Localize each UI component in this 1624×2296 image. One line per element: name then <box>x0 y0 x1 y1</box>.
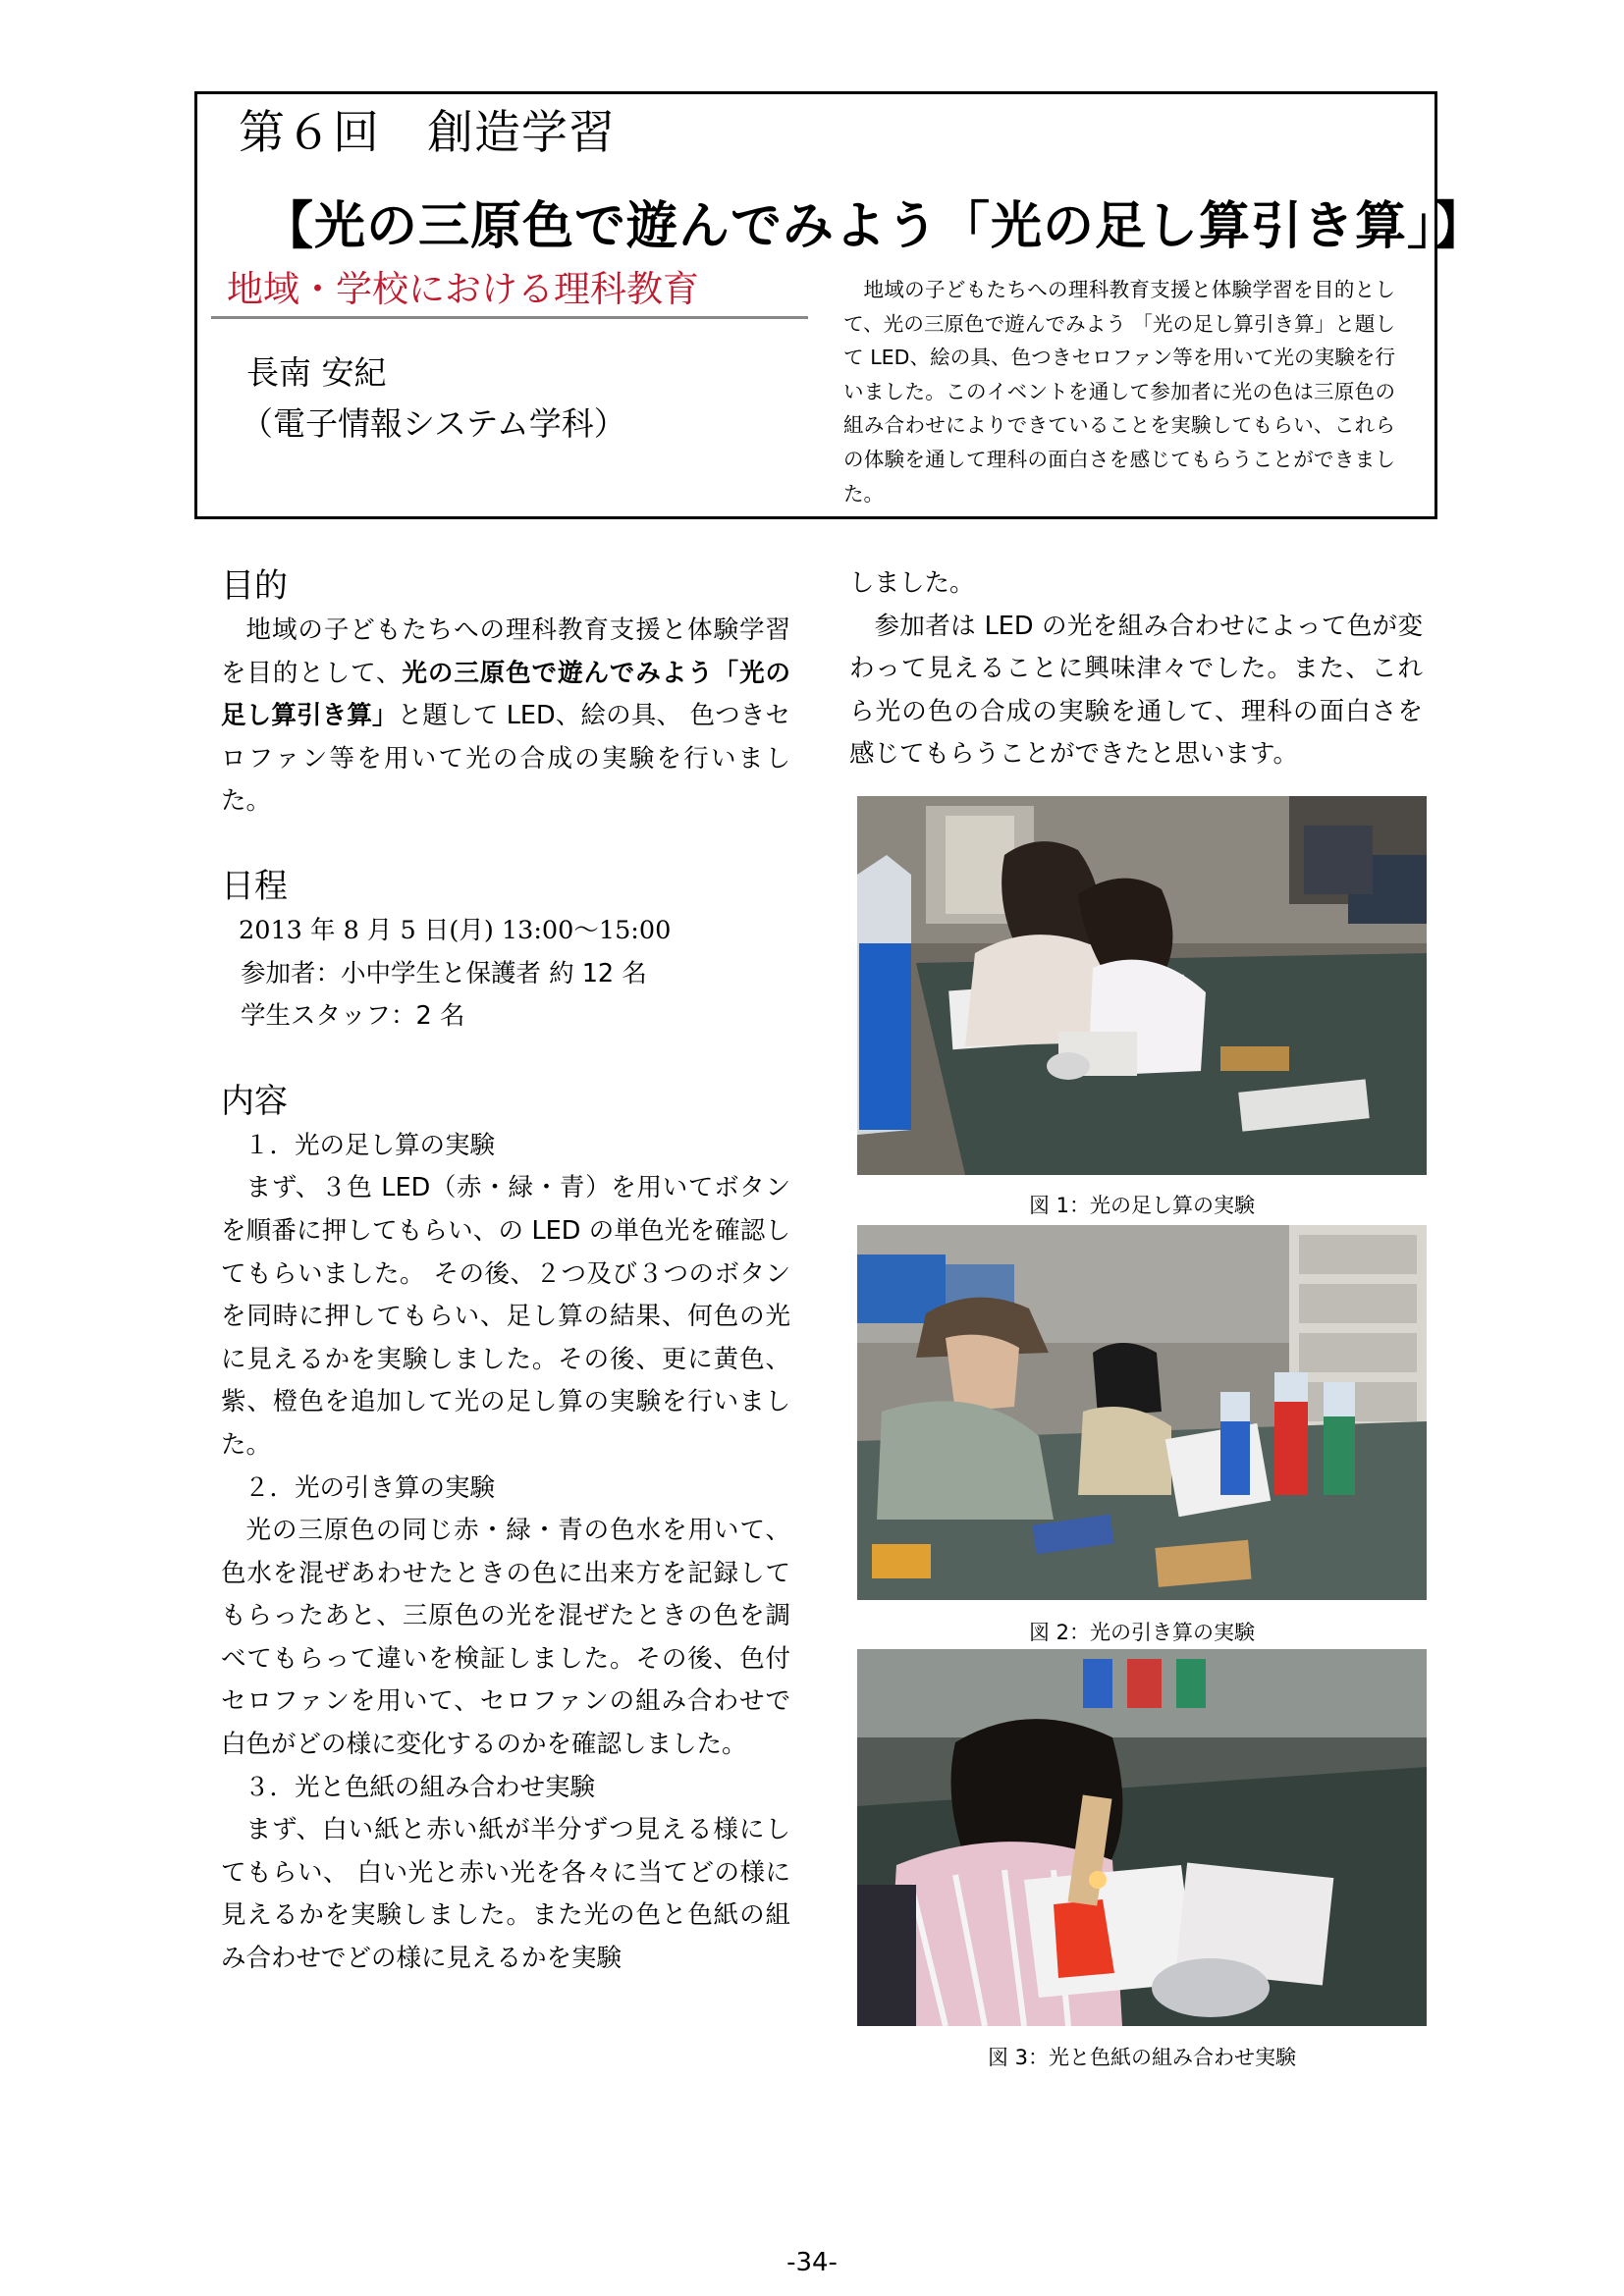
category-divider <box>211 316 808 319</box>
figure-1-caption: 図 1：光の足し算の実験 <box>1028 1194 1256 1217</box>
section3-text: まず、白い紙と赤い紙が半分ずつ見える様にしてもらい、 白い光と赤い光を各々に当てどの様に見えるかを実験しました。また光の色と色紙の組み合わせでどの様に見えるかを実験 <box>221 1815 790 1974</box>
continuation-text: しました。 <box>849 568 975 598</box>
figure-1-image <box>857 796 1427 1175</box>
schedule-participants: 参加者：小中学生と保護者 約 12 名 <box>241 958 647 988</box>
section1-title: １．光の足し算の実験 <box>244 1130 496 1160</box>
header-box <box>194 91 1487 519</box>
author-department: （電子情報システム学科） <box>241 404 626 443</box>
author-name: 長南 安紀 <box>246 353 387 392</box>
section2-title: ２．光の引き算の実験 <box>244 1472 496 1503</box>
abstract: 地域の子どもたちへの理科教育支援と体験学習を目的として、光の三原色で遊んでみよう 「光の足し算引き算」と題して LED、絵の具、色つきセロファン等を用いて光の実験を行いました。このイベントを通して参加者に光の色は三原色の組み合わせによりできていることを実験してもらい、これらの体験を通して理科の面白さを感じてもらうことができました。 <box>843 278 1395 506</box>
purpose-heading: 目的 <box>221 566 288 606</box>
summary-paragraph: 参加者は LED の光を組み合わせによって色が変わって見えることに興味津々でした。また、これら光の色の合成の実験を通して、理科の面白さを感じてもらうことができたと思います。 <box>849 611 1423 770</box>
purpose-text-after: と題して LED、絵の具、 色つきセロファン等を用いて光の合成の実験を行いました。 <box>221 701 790 817</box>
schedule-date: 2013 年 8 月 5 日(月) 13:00～15:00 <box>239 915 672 945</box>
figure-2-caption: 図 2：光の引き算の実験 <box>1028 1621 1256 1644</box>
figure-2-image <box>857 1225 1427 1600</box>
category-label: 地域・学校における理科教育 <box>227 268 699 310</box>
schedule-staff: 学生スタッフ：2 名 <box>241 1001 465 1032</box>
schedule-heading: 日程 <box>221 866 288 906</box>
figure-3-image <box>857 1649 1427 2026</box>
figure-3-caption: 図 3：光と色紙の組み合わせ実験 <box>987 2046 1297 2069</box>
purpose-paragraph <box>221 610 790 824</box>
section3-title: ３．光と色紙の組み合わせ実験 <box>244 1772 596 1802</box>
purpose-text-before: 地域の子どもたちへの理科教育支援と体験学習を目的として、 <box>221 615 790 688</box>
figure-3-photo <box>857 1649 1427 2026</box>
page-number: -34- <box>786 2248 838 2277</box>
section2-text: 光の三原色の同じ赤・緑・青の色水を用いて、色水を混ぜあわせたときの色に出来方を記録してもらったあと、三原色の光を混ぜたときの色を調べてもらって違いを検証しました。その後、色付セロファンを用いて、セロファンの組み合わせで白色がどの様に変化するのかを確認しました。 <box>221 1516 790 1760</box>
right-column <box>849 562 1423 776</box>
section1-text: まず、３色 LED（赤・緑・青）を用いてボタンを順番に押してもらい、の LED の単色光を確認してもらいました。 その後、２つ及び３つのボタンを同時に押してもらい、足し算の結果、何色の光に見えるかを実験しました。その後、更に黄色、紫、橙色を追加して光の足し算の実験を行いました。 <box>221 1173 790 1460</box>
left-column <box>221 562 790 1981</box>
purpose-text-bold: 光の三原色で遊んでみよう「光の足し算引き算」 <box>221 658 790 731</box>
figure-2-photo <box>857 1225 1427 1600</box>
figure-1-photo <box>857 796 1427 1175</box>
series-title: 第６回 創造学習 <box>239 106 616 160</box>
content-heading: 内容 <box>221 1081 288 1121</box>
main-title: 【光の三原色で遊んでみよう「光の足し算引き算」】 <box>262 197 1487 256</box>
